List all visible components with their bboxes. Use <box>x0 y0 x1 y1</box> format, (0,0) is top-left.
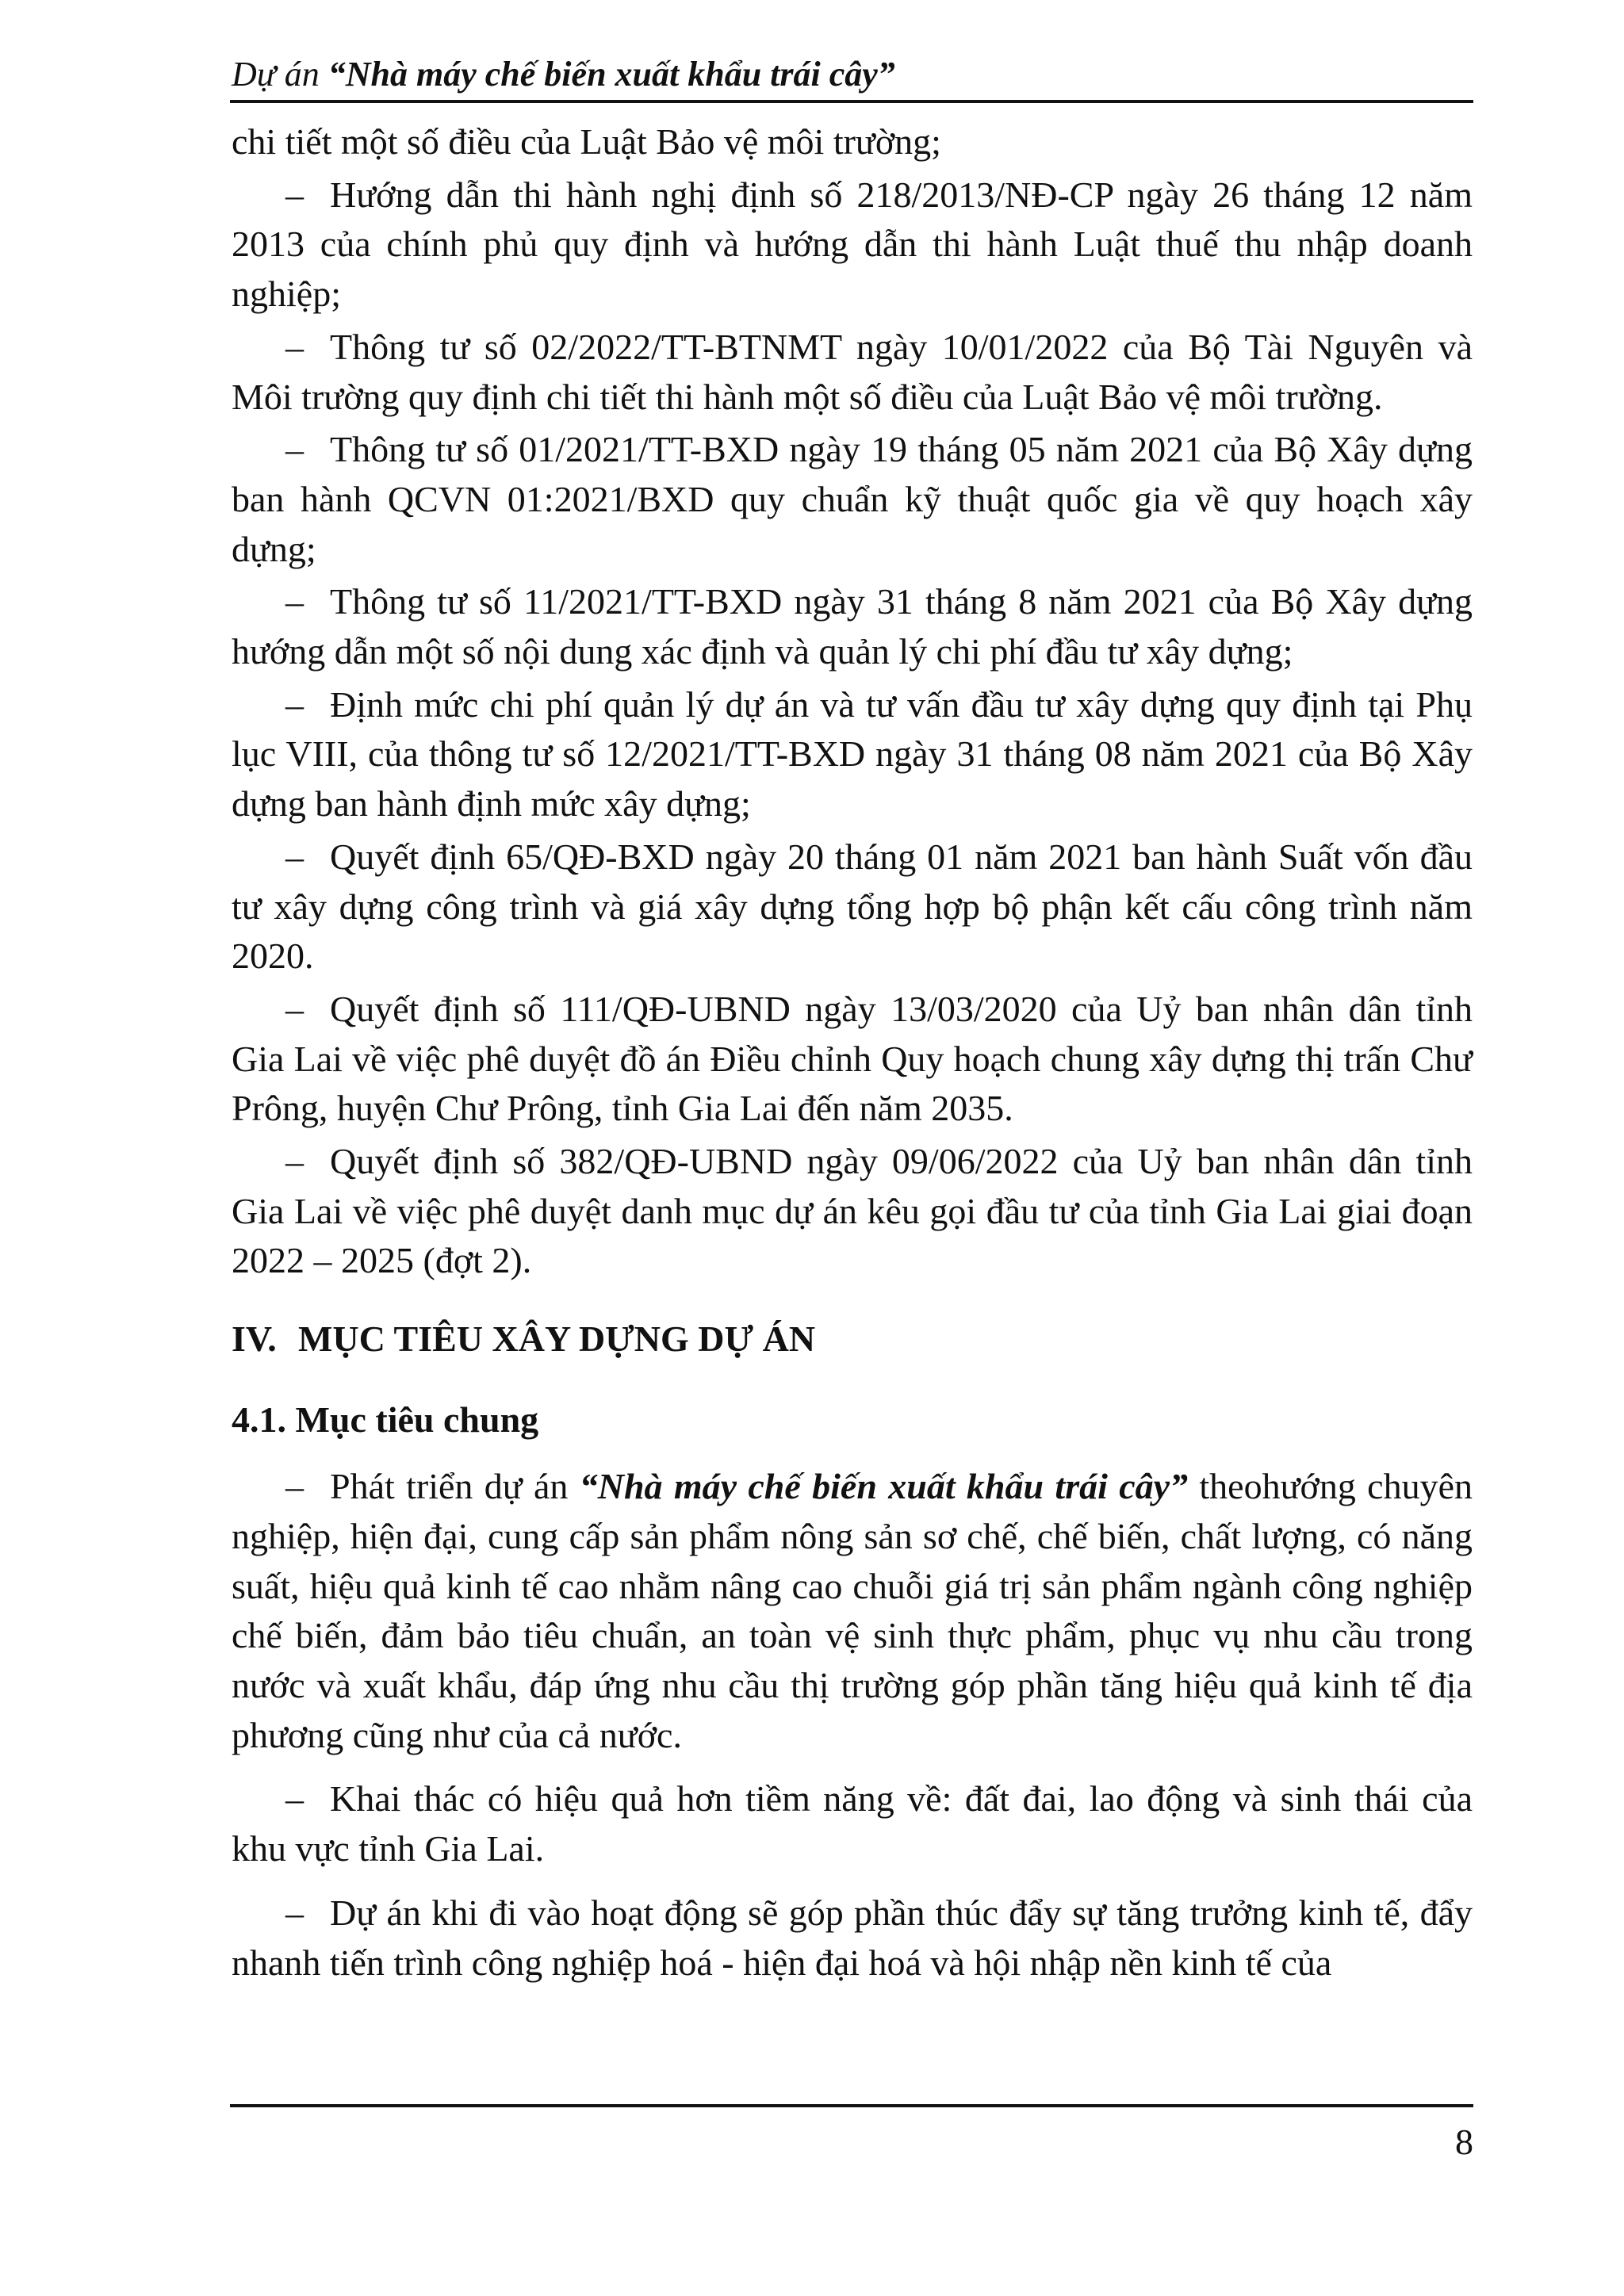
running-header <box>232 52 895 97</box>
list-item-text: Thông tư số 01/2021/TT-BXD ngày 19 tháng 05 năm 2021 của Bộ Xây dựng ban hành QCVN 01:2021/BXD quy chuẩn kỹ thuật quốc gia về quy hoạch xây dựng; <box>232 429 1473 569</box>
list-item <box>232 1137 1473 1286</box>
goal-text: Phát triển dự án <box>330 1466 580 1507</box>
dash-bullet: – <box>285 581 304 622</box>
list-item-text: Quyết định số 111/QĐ-UBND ngày 13/03/2020 của Uỷ ban nhân dân tỉnh Gia Lai về việc phê duyệt đồ án Điều chỉnh Quy hoạch chung xây dựng thị trấn Chư Prông, huyện Chư Prông, tỉnh Gia Lai đến năm 2035. <box>232 988 1473 1129</box>
section-title: MỤC TIÊU XÂY DỰNG DỰ ÁN <box>298 1318 816 1360</box>
dash-bullet: – <box>285 1141 304 1182</box>
list-item <box>232 680 1473 829</box>
goal-text: Khai thác có hiệu quả hơn tiềm năng về: đất đai, lao động và sinh thái của khu vực tỉnh Gia Lai. <box>232 1778 1473 1869</box>
list-item-text: Quyết định 65/QĐ-BXD ngày 20 tháng 01 năm 2021 ban hành Suất vốn đầu tư xây dựng công trình và giá xây dựng tổng hợp bộ phận kết cấu công trình năm 2020. <box>232 836 1473 977</box>
dash-bullet: – <box>285 836 304 877</box>
dash-bullet: – <box>285 174 304 215</box>
list-item-text: Hướng dẫn thi hành nghị định số 218/2013/NĐ-CP ngày 26 tháng 12 năm 2013 của chính phủ quy định và hướng dẫn thi hành Luật thuế thu nhập doanh nghiệp; <box>232 174 1473 315</box>
footer-rule <box>230 2104 1473 2107</box>
section-heading <box>232 1314 1473 1364</box>
header-rule <box>230 100 1473 103</box>
list-item <box>232 577 1473 676</box>
list-item <box>232 323 1473 422</box>
list-item <box>232 985 1473 1134</box>
dash-bullet: – <box>285 429 304 470</box>
list-item-text: Thông tư số 11/2021/TT-BXD ngày 31 tháng 8 năm 2021 của Bộ Xây dựng hướng dẫn một số nội dung xác định và quản lý chi phí đầu tư xây dựng; <box>232 581 1473 672</box>
goal-text: Dự án khi đi vào hoạt động sẽ góp phần thúc đẩy sự tăng trưởng kinh tế, đẩy nhanh tiến trình công nghiệp hoá - hiện đại hoá và hội nhập nền kinh tế của <box>232 1892 1473 1983</box>
list-item <box>232 832 1473 982</box>
section-number: IV. <box>232 1318 277 1360</box>
page-number: 8 <box>1455 2122 1473 2162</box>
goal-paragraph <box>232 1888 1473 1988</box>
document-body <box>232 117 1473 1988</box>
dash-bullet: – <box>285 1778 304 1820</box>
dash-bullet: – <box>285 1892 304 1933</box>
list-item <box>232 425 1473 574</box>
continuation-paragraph: chi tiết một số điều của Luật Bảo vệ môi trường; <box>232 121 941 162</box>
dash-bullet: – <box>285 683 304 725</box>
goal-text: theohướng chuyên nghiệp, hiện đại, cung cấp sản phẩm nông sản sơ chế, chế biến, chất lượng, có năng suất, hiệu quả kinh tế cao nhằm nâng cao chuỗi giá trị sản phẩm ngành công nghiệp chế biến, đảm bảo tiêu chuẩn, an toàn vệ sinh thực phẩm, phục vụ nhu cầu trong nước và xuất khẩu, đáp ứng nhu cầu thị trường góp phần tăng hiệu quả kinh tế địa phương cũng như của cả nước. <box>232 1466 1473 1755</box>
dash-bullet: – <box>285 1466 304 1507</box>
list-item-text: Quyết định số 382/QĐ-UBND ngày 09/06/2022 của Uỷ ban nhân dân tỉnh Gia Lai về việc phê duyệt danh mục dự án kêu gọi đầu tư của tỉnh Gia Lai giai đoạn 2022 – 2025 (đợt 2). <box>232 1141 1473 1281</box>
header-prefix: Dự án <box>232 55 328 94</box>
list-item-text: Thông tư số 02/2022/TT-BTNMT ngày 10/01/2022 của Bộ Tài Nguyên và Môi trường quy định chi tiết thi hành một số điều của Luật Bảo vệ môi trường. <box>232 326 1473 417</box>
list-item <box>232 170 1473 320</box>
goal-paragraph <box>232 1462 1473 1760</box>
dash-bullet: – <box>285 988 304 1029</box>
project-name-emphasis: “Nhà máy chế biến xuất khẩu trái cây” <box>579 1466 1189 1507</box>
subsection-heading: 4.1. Mục tiêu chung <box>232 1399 539 1441</box>
header-title: “Nhà máy chế biến xuất khẩu trái cây” <box>327 55 895 94</box>
dash-bullet: – <box>285 326 304 367</box>
goal-paragraph <box>232 1774 1473 1873</box>
list-item-text: Định mức chi phí quản lý dự án và tư vấn đầu tư xây dựng quy định tại Phụ lục VIII, của thông tư số 12/2021/TT-BXD ngày 31 tháng 08 năm 2021 của Bộ Xây dựng ban hành định mức xây dựng; <box>232 683 1473 825</box>
